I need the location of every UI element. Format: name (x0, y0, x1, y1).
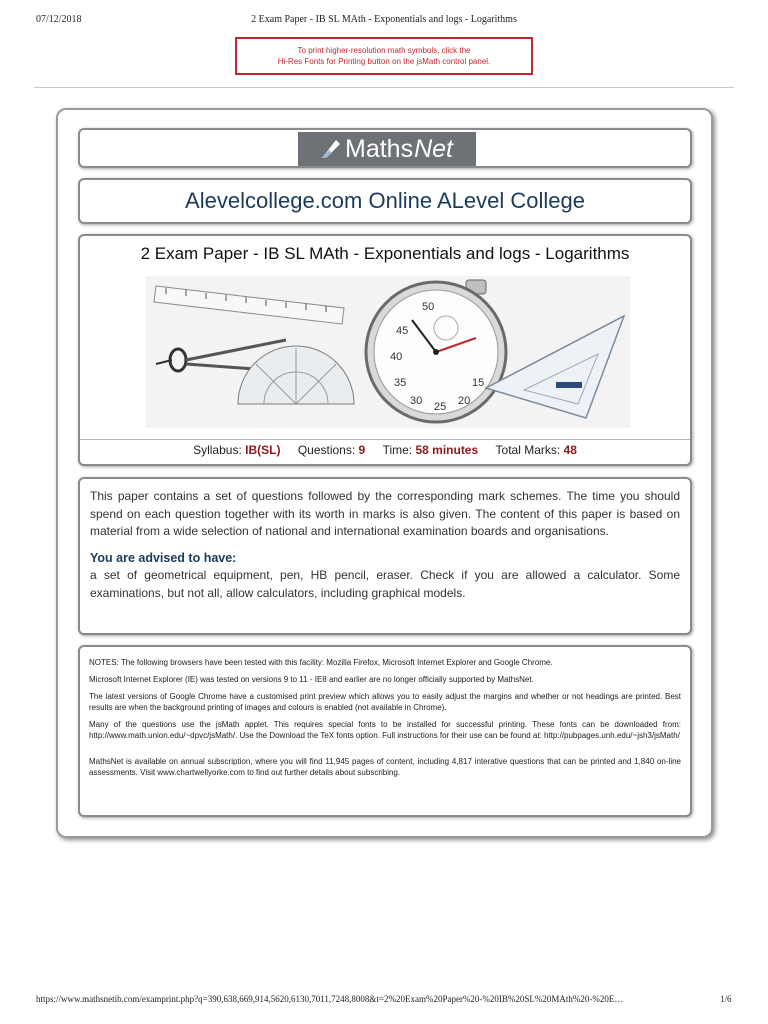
page-number: 1/6 (720, 994, 732, 1004)
print-url: https://www.mathsnetib.com/examprint.php?q=390,638,669,914,5620,6130,7011,7248,8008&t=2%20Exam%20Paper%20-%20IB%20SL%20MAth%20-%20E… (36, 994, 624, 1004)
svg-text:20: 20 (458, 395, 471, 407)
logo-box (78, 128, 692, 168)
svg-text:30: 30 (410, 395, 423, 407)
mathsnet-logo (298, 132, 476, 166)
advised-heading: You are advised to have: (90, 550, 237, 565)
notice-line-2: Hi-Res Fonts for Printing button on the jsMath control panel. (277, 57, 491, 66)
logo-text-net: Net (414, 134, 453, 163)
advised-text: a set of geometrical equipment, pen, HB pencil, eraser. Check if you are allowed a calculator. Some examinations, but not all, allow calculators, including graphical models. (90, 568, 680, 600)
time-value: 58 minutes (415, 443, 479, 457)
svg-text:45: 45 (396, 325, 409, 337)
questions-value: 9 (358, 443, 366, 457)
note-chrome: The latest versions of Google Chrome have a customised print preview which allows you to easily adjust the margins and whether or not headings are printed. Best results are when the background printing of images and colours is enabled (not available in Chrome). (89, 692, 681, 712)
total-marks-label: Total Marks: (495, 443, 561, 457)
note-jsmath: Many of the questions use the jsMath applet. This requires special fonts to be installed for successful printing. These fonts can be downloaded from: http://www.math.union.edu/~dpvc/jsMath/. Use the Download the TeX fonts option. Full instructions for their use can be found at: http://pubpages.unh.edu/~jsh3/jsMath/ (89, 720, 681, 740)
syllabus-value: IB(SL) (245, 443, 281, 457)
note-ie: Microsoft Internet Explorer (IE) was tested on versions 9 to 11 - IE8 and earlier are no longer officially supported by MathsNet. (89, 675, 534, 684)
syllabus-label: Syllabus: (193, 443, 242, 457)
svg-text:50: 50 (422, 301, 435, 313)
site-title-box (78, 178, 692, 224)
notes-box (78, 645, 692, 817)
questions-label: Questions: (297, 443, 356, 457)
svg-text:15: 15 (472, 377, 485, 389)
syllabus-divider (80, 439, 690, 440)
header-divider (34, 87, 734, 88)
stopwatch-icon (366, 280, 506, 422)
print-date: 07/12/2018 (36, 14, 82, 25)
time-label: Time: (382, 443, 413, 457)
svg-text:35: 35 (394, 377, 407, 389)
intro-box (78, 477, 692, 635)
svg-text:40: 40 (390, 351, 403, 363)
site-title: Alevelcollege.com Online ALevel College (185, 188, 585, 213)
notice-line-1: To print higher-resolution math symbols, click the (297, 46, 471, 55)
logo-text-maths: Maths (345, 134, 414, 163)
note-browsers: NOTES: The following browsers have been tested with this facility: Mozilla Firefox, Microsoft Internet Explorer and Google Chrome. (89, 658, 553, 667)
exam-meta (80, 443, 690, 457)
total-marks-value: 48 (563, 443, 577, 457)
svg-text:25: 25 (434, 401, 447, 413)
hires-fonts-notice (235, 37, 533, 75)
exam-info-box (78, 234, 692, 466)
geometry-equipment-illustration (146, 276, 630, 428)
intro-paragraph: This paper contains a set of questions followed by the corresponding mark schemes. The time you should spend on each question together with its worth in marks is also given. The content of this paper is based on material from a wide selection of national and international examination boards and organisations. (90, 489, 680, 538)
note-subscription: MathsNet is available on annual subscription, where you will find 11,945 pages of content, including 4,817 interative questions that can be printed and 1,840 on-line assessments. Visit www.chartwellyorke.com to find out further details about subscribing. (89, 757, 681, 777)
mathsnet-logo-icon (321, 139, 341, 159)
print-title: 2 Exam Paper - IB SL MAth - Exponentials and logs - Logarithms (251, 14, 517, 25)
exam-title: 2 Exam Paper - IB SL MAth - Exponentials and logs - Logarithms (140, 244, 630, 263)
